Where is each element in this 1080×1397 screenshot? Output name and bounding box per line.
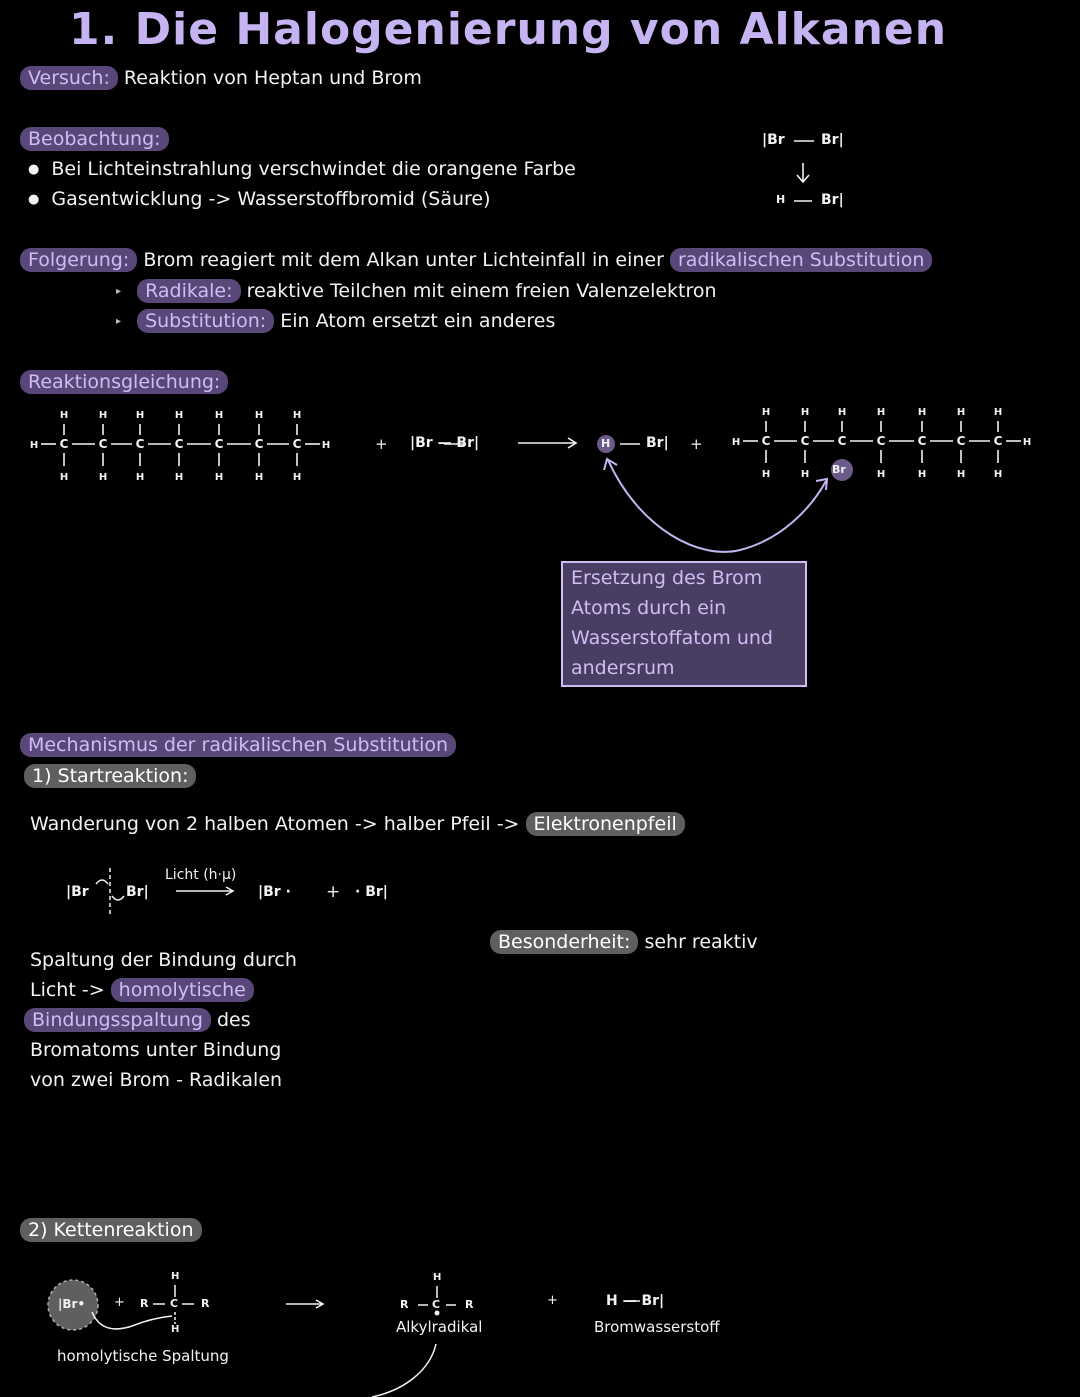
side-br-right-2: Br| [821, 192, 844, 208]
chain-atom: H [956, 407, 966, 418]
alkyl-c: C [432, 1298, 441, 1311]
chain-atom: H [254, 410, 264, 421]
radikale-text: reaktive Teilchen mit einem freien Valenzelektron [246, 280, 717, 302]
beobachtung-label-text: Beobachtung: [20, 127, 169, 151]
chain-atom: H [1022, 437, 1032, 448]
alkyl-curve [372, 1344, 436, 1397]
chain-atom: C [254, 437, 264, 451]
substitution-text: Ein Atom ersetzt ein anderes [280, 310, 556, 332]
reaktionsgleichung-label-text: Reaktionsgleichung: [20, 370, 228, 394]
versuch-label: Versuch: [20, 66, 118, 90]
chain-atom: H [174, 410, 184, 421]
chain-atom: H [59, 472, 69, 483]
chain-atom: C [837, 434, 847, 448]
chain-atom: C [135, 437, 145, 451]
kettenreaktion-label-text: 2) Kettenreaktion [20, 1218, 202, 1242]
chain-atom: H [59, 410, 69, 421]
chain-atom: H [174, 472, 184, 483]
product-br: Br| [646, 435, 669, 451]
spaltung-line-5: von zwei Brom - Radikalen [30, 1069, 283, 1091]
wanderung-text: Wanderung von 2 halben Atomen -> halber Pfeil -> [30, 813, 520, 835]
start-br-right: Br| [126, 884, 149, 900]
chain-atom: H [800, 469, 810, 480]
chain-atom: H [917, 407, 927, 418]
chain-atom: H [993, 469, 1003, 480]
chain-atom: C [956, 434, 966, 448]
alkyl-r-right: R [465, 1298, 474, 1311]
chain-atom: H [214, 410, 224, 421]
mechanismus-label [20, 734, 456, 756]
bromwasserstoff-label: Bromwasserstoff [594, 1318, 720, 1336]
chain-atom: H [98, 410, 108, 421]
side-br-left: |Br [762, 132, 785, 148]
alkyl-radical-dot [435, 1311, 440, 1316]
chain-atom: H [837, 407, 847, 418]
sub-br: Br [832, 463, 846, 476]
start-br-left: |Br [66, 884, 89, 900]
chain-atom: H [29, 440, 39, 451]
chain-atom: C [214, 437, 224, 451]
chain-atom: H [917, 469, 927, 480]
chain-atom: H [135, 472, 145, 483]
plus-2: + [690, 435, 703, 453]
besonderheit-text: sehr reaktiv [644, 931, 758, 953]
chain-atom: H [292, 410, 302, 421]
half-arrow-right [112, 896, 124, 900]
chain-atom: C [292, 437, 302, 451]
chain-atom: H [800, 407, 810, 418]
spaltung-line-4: Bromatoms unter Bindung [30, 1039, 282, 1061]
chain-atom: C [800, 434, 810, 448]
chain-atom: H [761, 469, 771, 480]
elektronenpfeil-highlight: Elektronenpfeil [526, 812, 685, 836]
chain-atom: H [993, 407, 1003, 418]
chain-atom: H [956, 469, 966, 480]
explanation-box: Ersetzung des Brom Atoms durch ein Wasserstoffatom und andersrum [561, 561, 807, 687]
light-label: Licht (h·μ) [165, 867, 237, 883]
alkyl-h-top: H [433, 1272, 442, 1283]
alkyl-label: Alkylradikal [396, 1318, 483, 1336]
versuch-text: Reaktion von Heptan und Brom [123, 67, 422, 89]
spaltung-2b: homolytische [111, 978, 254, 1002]
kette-radical: |Br• [58, 1297, 86, 1311]
chain-atom: C [98, 437, 108, 451]
kette-c: C [170, 1297, 179, 1310]
exchange-arrow [608, 460, 826, 552]
kette-h-top: H [171, 1271, 180, 1282]
chain-atom: H [135, 410, 145, 421]
kette-r-left: R [140, 1297, 149, 1310]
product-h: H [601, 437, 611, 450]
kette-r-right: R [201, 1297, 210, 1310]
beobachtung-item-1: ● Bei Lichteinstrahlung verschwindet die orangene Farbe [28, 158, 576, 180]
homolytische-spaltung-label: homolytische Spaltung [57, 1347, 229, 1365]
kette-hbr: H — Br| [606, 1293, 665, 1309]
startreaktion-label [24, 765, 196, 787]
plus-1: + [375, 435, 388, 453]
chain-atom: H [876, 407, 886, 418]
chain-atom: H [761, 407, 771, 418]
kette-plus-1: + [114, 1295, 125, 1310]
spaltung-line-1: Spaltung der Bindung durch [30, 949, 297, 971]
alkyl-r-left: R [400, 1298, 409, 1311]
folgerung-highlight: radikalischen Substitution [670, 248, 933, 272]
chain-atom: H [214, 472, 224, 483]
wanderung-line [30, 813, 685, 835]
kette-h-bottom: H [171, 1324, 180, 1335]
side-h: H [776, 193, 786, 206]
chain-atom: C [174, 437, 184, 451]
spaltung-2a: Licht -> [30, 979, 105, 1001]
page-title: 1. Die Halogenierung von Alkanen [68, 4, 948, 55]
folgerung-text: Brom reagiert mit dem Alkan unter Lichteinfall in einer [143, 249, 664, 271]
radikale-label: Radikale: [137, 279, 240, 303]
chain-atom: H [876, 469, 886, 480]
chain-atom: H [98, 472, 108, 483]
besonderheit-label: Besonderheit: [490, 930, 638, 954]
mechanismus-label-text: Mechanismus der radikalischen Substitution [20, 733, 456, 757]
chain-atom: C [917, 434, 927, 448]
spaltung-3b: des [216, 1009, 251, 1031]
br2-molecule: |Br — Br| [410, 435, 480, 451]
chain-atom: H [731, 437, 741, 448]
start-product-2: · Br| [355, 884, 388, 900]
chain-atom: H [254, 472, 264, 483]
kettenreaktion-label [20, 1219, 202, 1241]
start-product-1: |Br · [258, 884, 291, 900]
chain-atom: C [876, 434, 886, 448]
chain-atom: C [59, 437, 69, 451]
chain-atom: H [292, 472, 302, 483]
besonderheit-line [490, 931, 758, 953]
chain-atom: C [993, 434, 1003, 448]
half-arrow-chain [92, 1312, 172, 1329]
spaltung-3a: Bindungsspaltung [24, 1008, 211, 1032]
beobachtung-item-2: ● Gasentwicklung -> Wasserstoffbromid (Säure) [28, 188, 491, 210]
kette-plus-2: + [547, 1293, 558, 1308]
substitution-label: Substitution: [137, 309, 274, 333]
side-br-right: Br| [821, 132, 844, 148]
start-plus: + [326, 882, 341, 902]
spaltung-line-2 [30, 979, 254, 1001]
chain-atom: H [321, 440, 331, 451]
spaltung-line-3 [24, 1009, 251, 1031]
half-arrow-left [96, 880, 108, 884]
startreaktion-label-text: 1) Startreaktion: [24, 764, 196, 788]
chain-atom: C [761, 434, 771, 448]
folgerung-label: Folgerung: [20, 248, 137, 272]
